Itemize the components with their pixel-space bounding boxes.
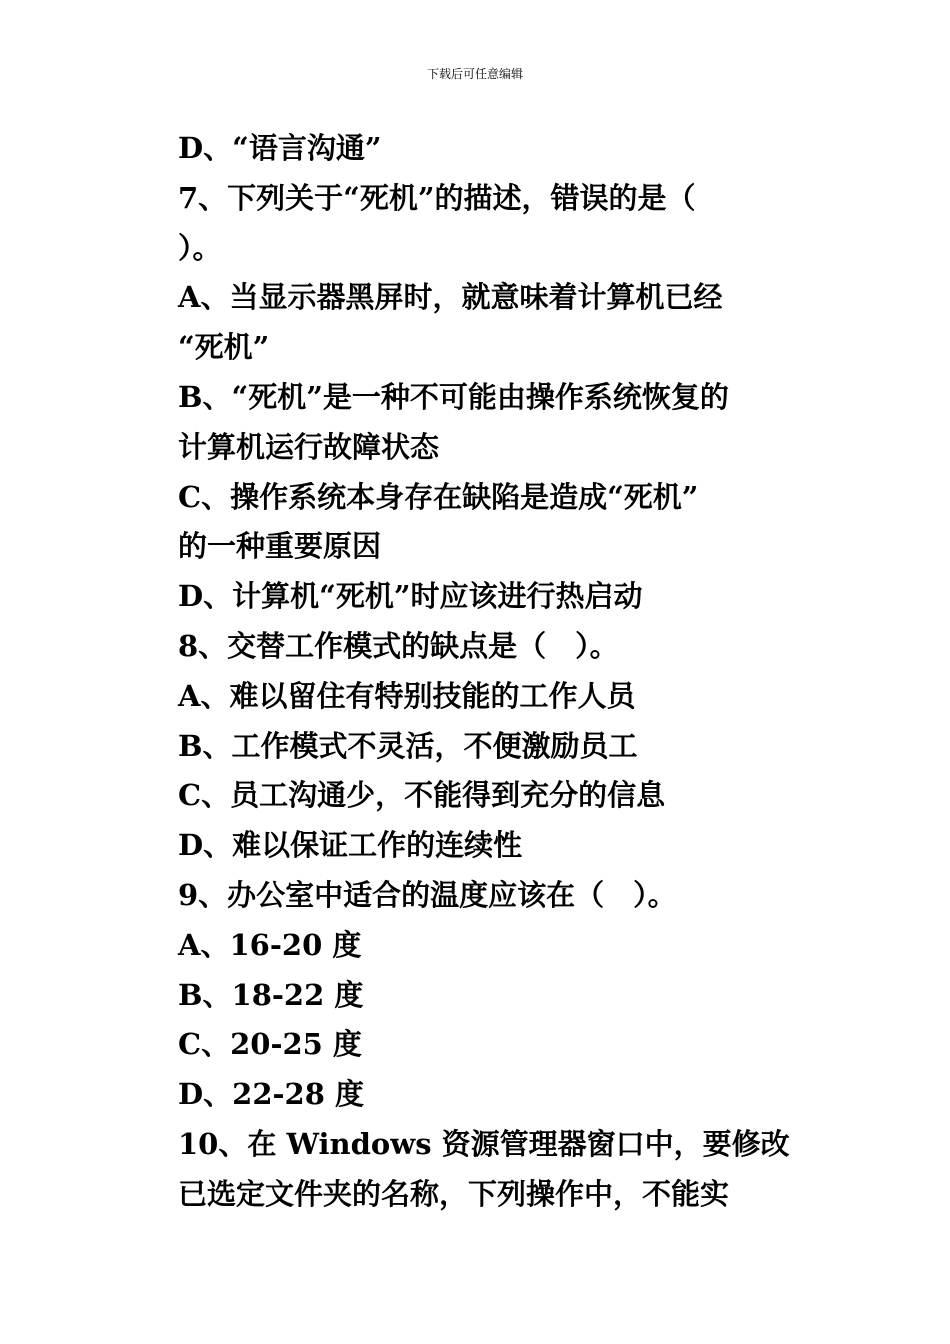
option-d-q6: D、“语言沟通” — [178, 131, 382, 165]
question-8: 8、交替工作模式的缺点是（ ）。 — [178, 628, 619, 663]
option-b-q7-cont: 计算机运行故障状态 — [178, 429, 440, 464]
option-c-q8: C、员工沟通少，不能得到充分的信息 — [178, 778, 666, 813]
option-c-q9: C、20-25 度 — [178, 1027, 362, 1062]
question-10-cont: 已选定文件夹的名称，下列操作中，不能实 — [178, 1176, 730, 1211]
option-d-q7: D、计算机“死机”时应该进行热启动 — [178, 579, 643, 614]
question-7-cont: ）。 — [178, 230, 222, 265]
question-7: 7、下列关于“死机”的描述，错误的是（ — [178, 180, 696, 215]
option-a-q7-cont: “死机” — [178, 330, 270, 365]
question-10: 10、在 Windows 资源管理器窗口中，要修改 — [178, 1126, 790, 1161]
question-9: 9、办公室中适合的温度应该在（ ）。 — [178, 877, 677, 912]
option-c-q7-cont: 的一种重要原因 — [178, 529, 382, 564]
option-a-q8: A、难以留住有特别技能的工作人员 — [178, 678, 636, 713]
document-body — [178, 124, 808, 1220]
option-d-q9: D、22-28 度 — [178, 1077, 364, 1112]
option-b-q7: B、“死机”是一种不可能由操作系统恢复的 — [178, 379, 729, 414]
option-d-q8: D、难以保证工作的连续性 — [178, 828, 523, 863]
page-header: 下载后可任意编辑 — [426, 67, 523, 81]
option-b-q8: B、工作模式不灵活，不便激励员工 — [178, 728, 638, 763]
option-c-q7: C、操作系统本身存在缺陷是造成“死机” — [178, 479, 699, 514]
option-b-q9: B、18-22 度 — [178, 977, 364, 1012]
option-a-q9: A、16-20 度 — [178, 927, 362, 962]
option-a-q7: A、当显示器黑屏时，就意味着计算机已经 — [178, 280, 723, 315]
